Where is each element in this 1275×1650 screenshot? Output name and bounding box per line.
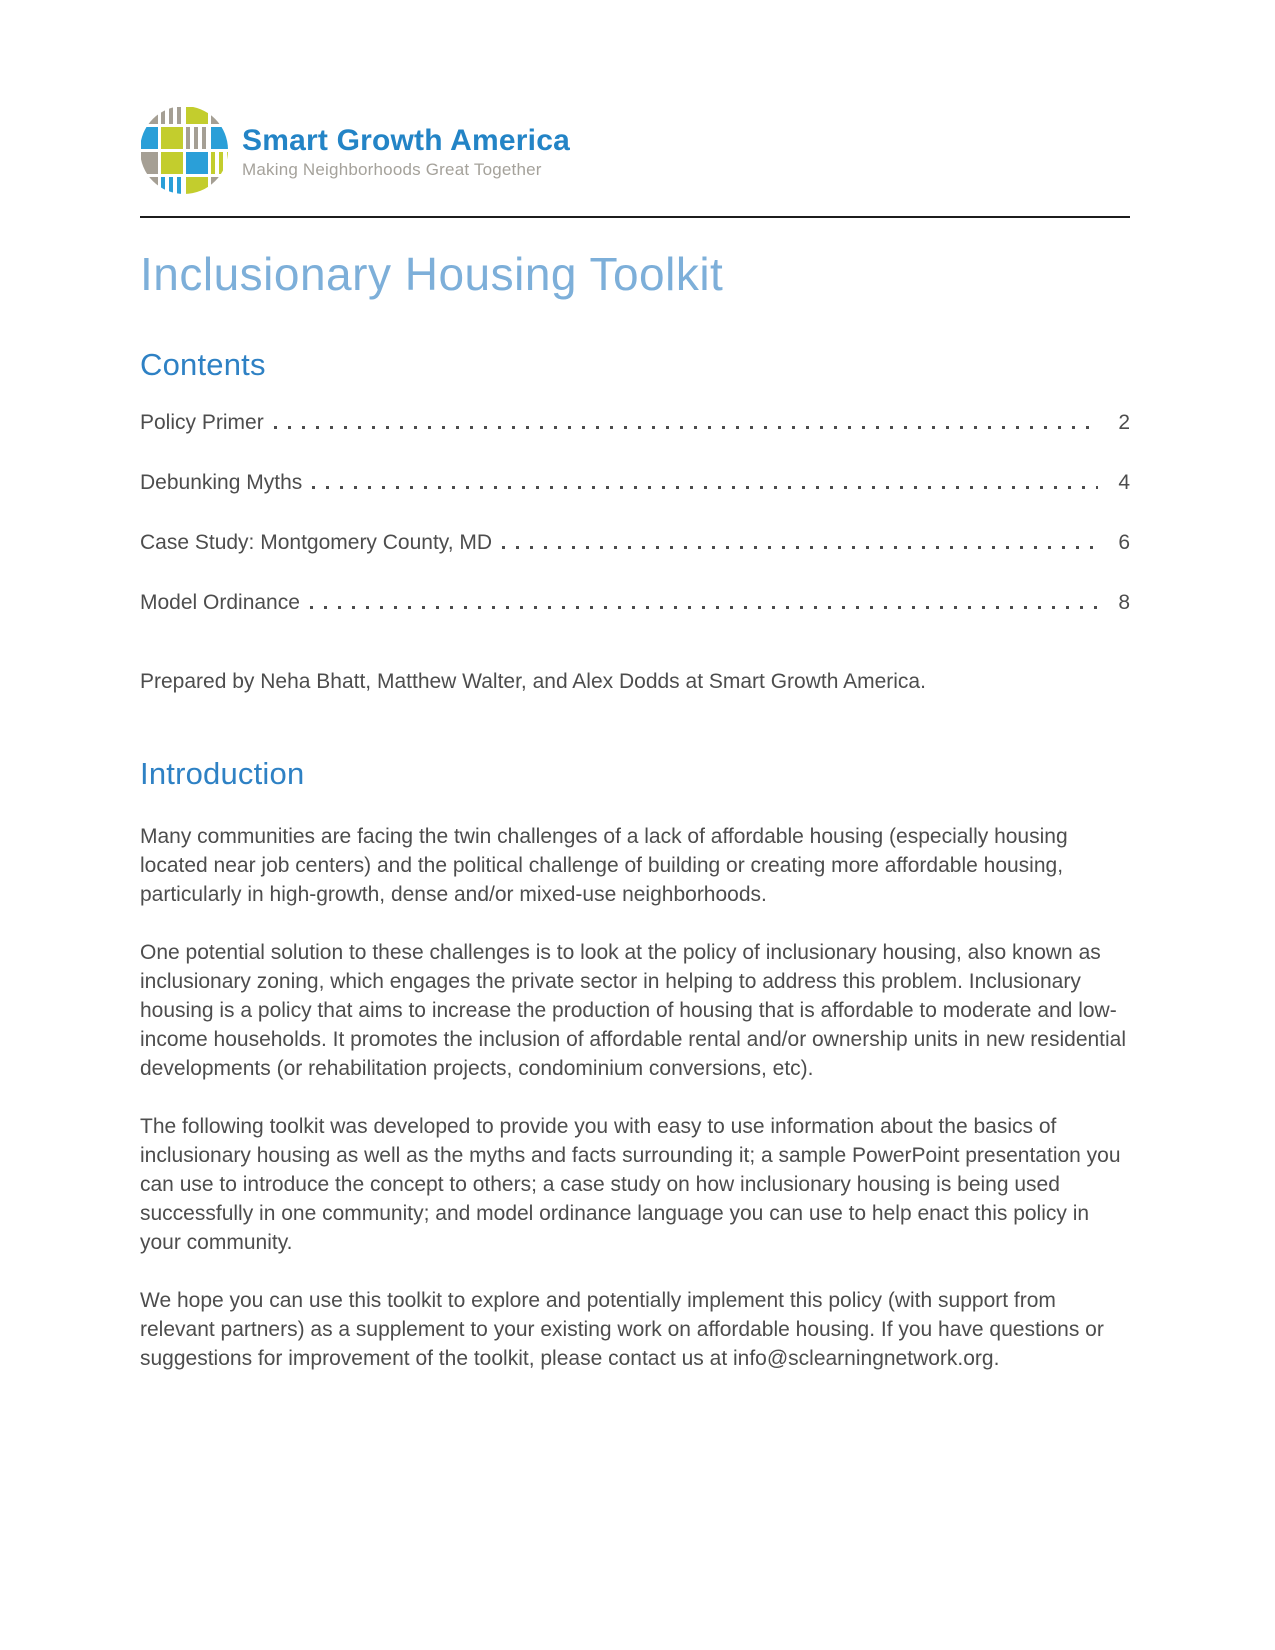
logo-tagline: Making Neighborhoods Great Together [242,160,542,179]
logo-text-block [242,120,570,180]
toc-entry-case-study[interactable] [140,531,1130,555]
logo-tile [186,152,208,174]
intro-paragraph-2: One potential solution to these challenges is to look at the policy of inclusionary housing, also known as inclusionary zoning, which engages the private sector in helping to address this problem. Inclusionary housing is a policy that aims to increase the production of housing that is affordable to moderate and low-income households. It promotes the inclusion of affordable rental and/or ownership units in new residential developments (or rehabilitation projects, condominium conversions, etc). [140,940,1127,1080]
header-logo [140,105,1130,195]
toc-label: Policy Primer [140,410,264,434]
page-title: Inclusionary Housing Toolkit [140,248,724,300]
logo-tile [161,177,183,194]
toc-entry-policy-primer[interactable] [140,411,1130,435]
header-divider [140,216,1130,218]
toc-page-number: 6 [1118,530,1130,554]
logo-tile [186,107,208,124]
logo-tile [186,127,208,149]
logo-tile [161,127,183,149]
logo-tile [211,152,228,174]
toc-entry-debunking-myths[interactable] [140,471,1130,495]
introduction-heading: Introduction [140,755,305,791]
intro-paragraph-1: Many communities are facing the twin challenges of a lack of affordable housing (especially housing located near job centers) and the political challenge of building or creating more affordable housing, particularly in high-growth, dense and/or mixed-use neighborhoods. [140,824,1068,906]
contents-heading: Contents [140,346,266,382]
prepared-by-text: Prepared by Neha Bhatt, Matthew Walter, and Alex Dodds at Smart Growth America. [140,669,926,693]
smart-growth-america-logo-icon [140,106,228,194]
toc-dot-leader [274,426,1098,429]
intro-paragraph-4: We hope you can use this toolkit to explore and potentially implement this policy (with support from relevant partners) as a supplement to your existing work on affordable housing. If you have questions or suggestions for improvement of the toolkit, please contact us at info@sclearningnetwork.org. [140,1288,1104,1370]
page-content [140,105,1130,1402]
toc-dot-leader [502,546,1098,549]
logo-tile [141,107,158,124]
intro-paragraph-3: The following toolkit was developed to provide you with easy to use information about the basics of inclusionary housing as well as the myths and facts surrounding it; a sample PowerPoint presentation you can use to introduce the concept to others; a case study on how inclusionary housing is being used successfully in one community; and model ordinance language you can use to help enact this policy in your community. [140,1114,1121,1254]
logo-tile [161,107,183,124]
logo-tile [141,127,158,149]
logo-tile [161,152,183,174]
logo-name: Smart Growth America [242,124,570,157]
logo-tile [211,107,228,124]
table-of-contents [140,411,1130,615]
introduction-body [140,822,1130,1373]
logo-tile [211,177,228,194]
toc-dot-leader [312,486,1098,489]
toc-dot-leader [310,606,1098,609]
logo-tile [141,177,158,194]
toc-page-number: 2 [1118,410,1130,434]
logo-tile [186,177,208,194]
toc-label: Case Study: Montgomery County, MD [140,530,493,554]
logo-tile [141,152,158,174]
toc-entry-model-ordinance[interactable] [140,591,1130,615]
toc-label: Model Ordinance [140,590,300,614]
toc-page-number: 8 [1118,590,1130,614]
logo-tile [211,127,228,149]
toc-label: Debunking Myths [140,470,303,494]
toc-page-number: 4 [1118,470,1130,494]
